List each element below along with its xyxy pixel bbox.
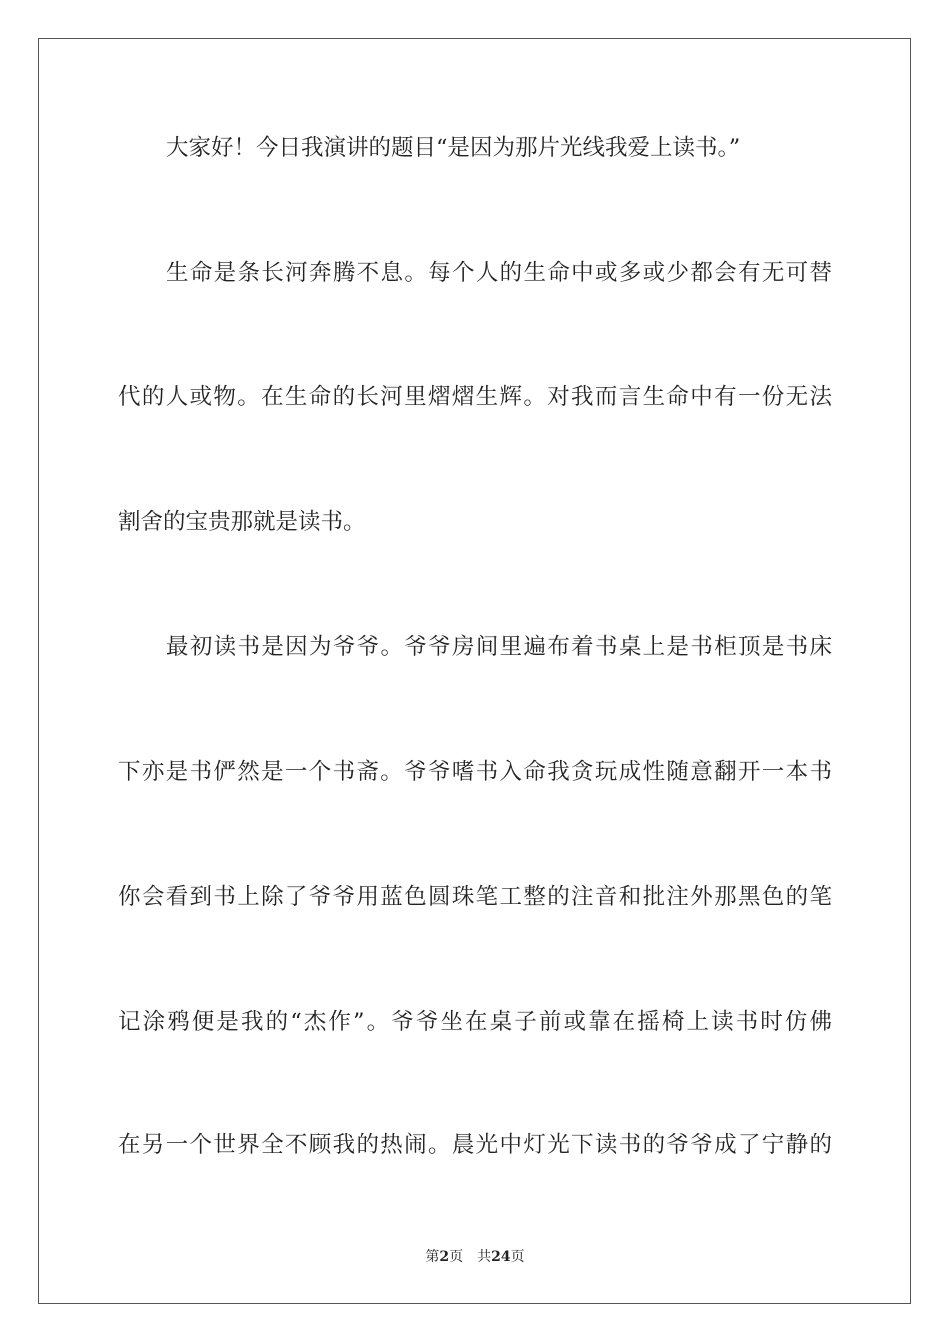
paragraph-3-line-5: 在另一个世界全不顾我的热闹。晨光中灯光下读书的爷爷成了宁静的 [118, 1132, 832, 1158]
paragraph-3-line-1: 最初读书是因为爷爷。爷爷房间里遍布着书桌上是书柜顶是书床 [166, 634, 832, 660]
page-number: 2 [439, 1249, 450, 1265]
paragraph-3-line-3: 你会看到书上除了爷爷用蓝色圆珠笔工整的注音和批注外那黑色的笔 [118, 884, 832, 910]
paragraph-3-line-2: 下亦是书俨然是一个书斋。爷爷嗜书入命我贪玩成性随意翻开一本书 [118, 759, 832, 785]
page-label-prefix: 第 [425, 1249, 440, 1265]
paragraph-2-line-3: 割舍的宝贵那就是读书。 [118, 509, 366, 535]
total-label-prefix: 共 [477, 1249, 492, 1265]
page-border [38, 38, 911, 1304]
page-footer [0, 1248, 950, 1266]
total-pages: 24 [491, 1249, 511, 1265]
paragraph-1-line-1: 大家好！今日我演讲的题目“是因为那片光线我爱上读书。” [166, 135, 741, 161]
paragraph-2-line-2: 代的人或物。在生命的长河里熠熠生辉。对我而言生命中有一份无法 [118, 384, 832, 410]
total-label-suffix: 页 [510, 1249, 525, 1265]
page-label-suffix: 页 [449, 1249, 464, 1265]
paragraph-2-line-1: 生命是条长河奔腾不息。每个人的生命中或多或少都会有无可替 [166, 260, 832, 286]
paragraph-3-line-4: 记涂鸦便是我的“杰作”。爷爷坐在桌子前或靠在摇椅上读书时仿佛 [118, 1009, 832, 1035]
